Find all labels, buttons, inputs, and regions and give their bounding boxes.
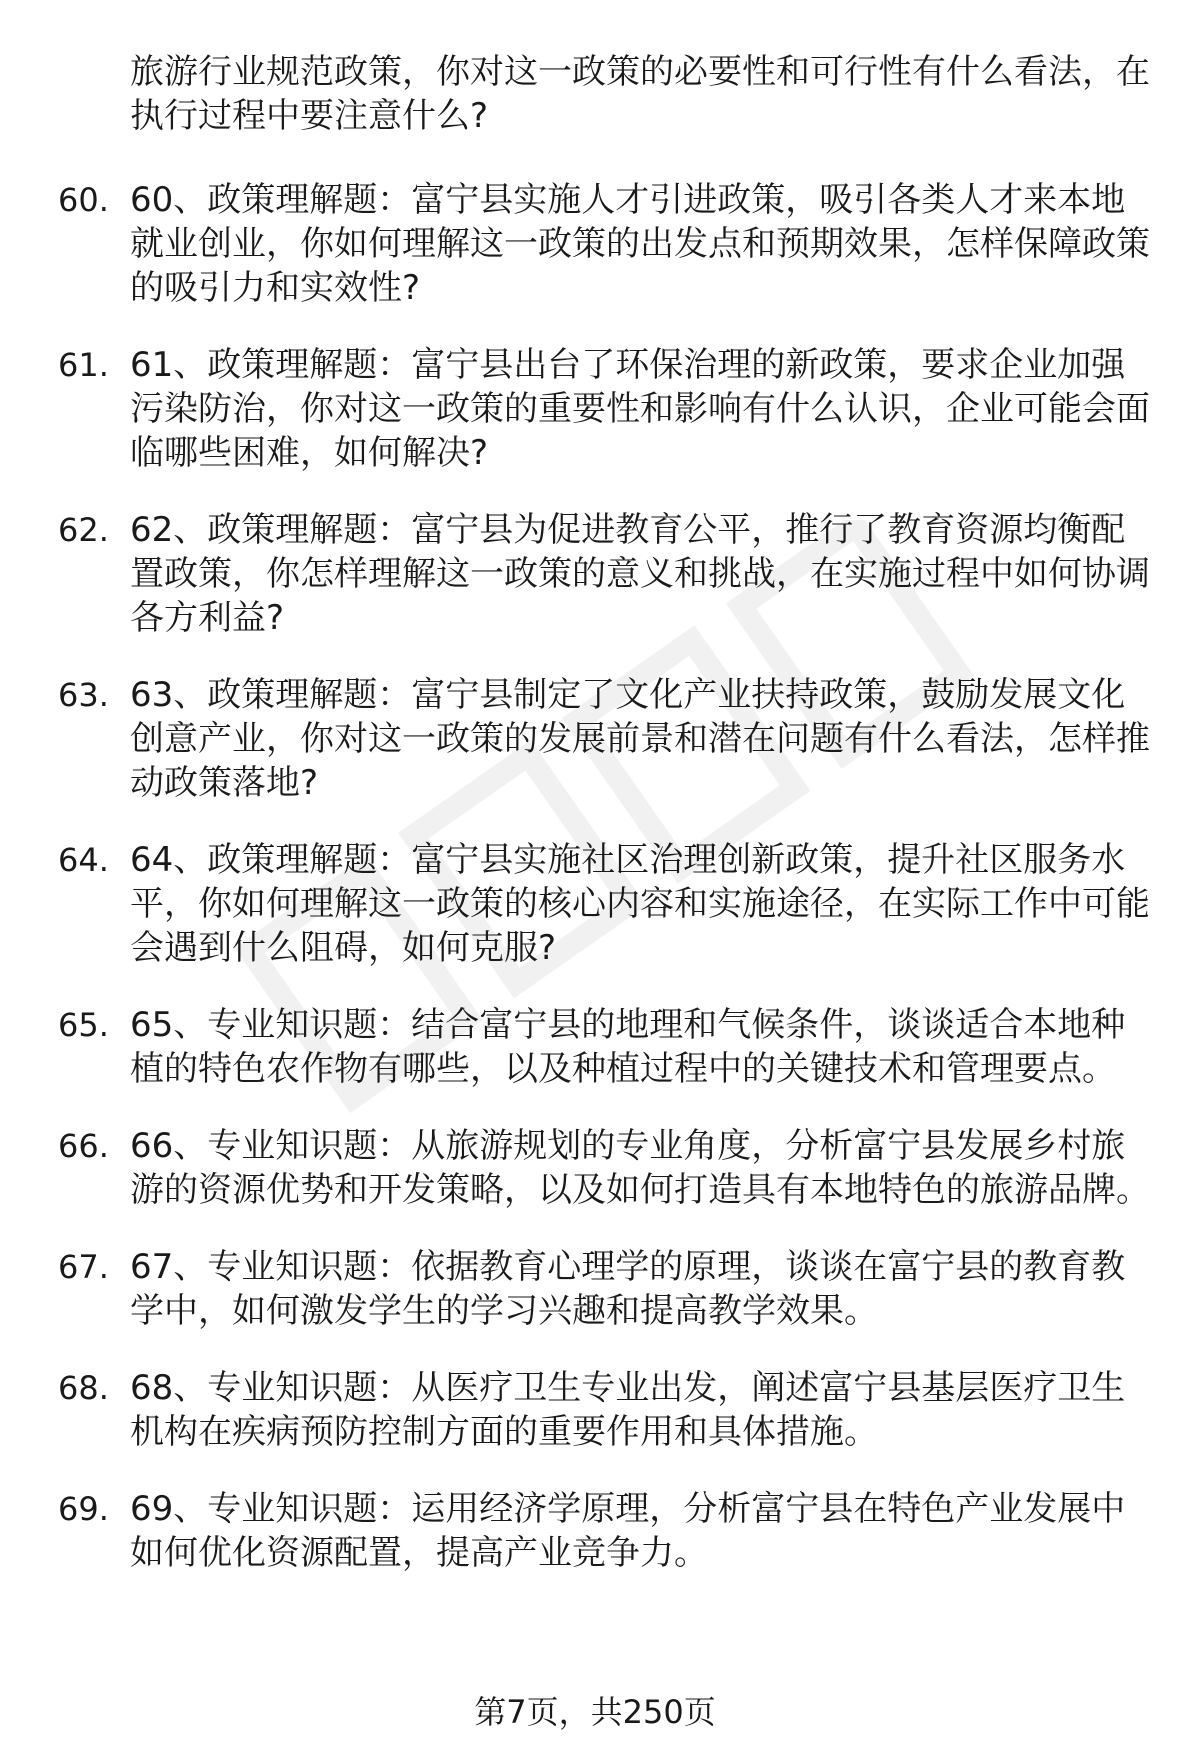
- question-number: 61.: [58, 346, 109, 384]
- question-text: 64、政策理解题：富宁县实施社区治理创新政策，提升社区服务水平，你如何理解这一政策的核心内容和实施途径，在实际工作中可能会遇到什么阻碍，如何克服?: [130, 840, 1150, 968]
- question-item: [0, 1487, 1150, 1575]
- continued-question-text: 旅游行业规范政策，你对这一政策的必要性和可行性有什么看法，在执行过程中要注意什么?: [130, 52, 1150, 136]
- question-item: [0, 838, 1150, 970]
- question-text: 68、专业知识题：从医疗卫生专业出发，阐述富宁县基层医疗卫生机构在疾病预防控制方面的重要作用和具体措施。: [130, 1368, 1126, 1452]
- question-list: [0, 178, 1190, 1608]
- question-text: 61、政策理解题：富宁县出台了环保治理的新政策，要求企业加强污染防治，你对这一政策的重要性和影响有什么认识，企业可能会面临哪些困难，如何解决?: [130, 345, 1150, 473]
- question-item: [0, 178, 1150, 310]
- question-number: 68.: [58, 1369, 109, 1407]
- question-item: [0, 343, 1150, 475]
- question-item: [0, 508, 1150, 640]
- question-number: 67.: [58, 1248, 109, 1286]
- question-item: [0, 1124, 1150, 1212]
- question-text: 62、政策理解题：富宁县为促进教育公平，推行了教育资源均衡配置政策，你怎样理解这一政策的意义和挑战，在实施过程中如何协调各方利益?: [130, 510, 1150, 638]
- question-number: 64.: [58, 841, 109, 879]
- question-text: 67、专业知识题：依据教育心理学的原理，谈谈在富宁县的教育教学中，如何激发学生的学习兴趣和提高教学效果。: [130, 1247, 1126, 1331]
- question-number: 69.: [58, 1490, 109, 1528]
- question-text: 63、政策理解题：富宁县制定了文化产业扶持政策，鼓励发展文化创意产业，你对这一政策的发展前景和潜在问题有什么看法，怎样推动政策落地?: [130, 675, 1150, 803]
- question-item: [0, 673, 1150, 805]
- question-number: 65.: [58, 1006, 109, 1044]
- question-text: 65、专业知识题：结合富宁县的地理和气候条件，谈谈适合本地种植的特色农作物有哪些，以及种植过程中的关键技术和管理要点。: [130, 1005, 1126, 1089]
- question-item: [0, 1245, 1150, 1333]
- question-item: [0, 1003, 1150, 1091]
- question-text: 66、专业知识题：从旅游规划的专业角度，分析富宁县发展乡村旅游的资源优势和开发策略，以及如何打造具有本地特色的旅游品牌。: [130, 1126, 1150, 1210]
- question-text: 60、政策理解题：富宁县实施人才引进政策，吸引各类人才来本地就业创业，你如何理解这一政策的出发点和预期效果，怎样保障政策的吸引力和实效性?: [130, 180, 1150, 308]
- question-item: [0, 1366, 1150, 1454]
- question-number: 62.: [58, 511, 109, 549]
- page-footer: 第7页，共250页: [474, 1693, 716, 1731]
- question-text: 69、专业知识题：运用经济学原理，分析富宁县在特色产业发展中如何优化资源配置，提高产业竞争力。: [130, 1489, 1126, 1573]
- question-number: 63.: [58, 676, 109, 714]
- question-number: 60.: [58, 181, 109, 219]
- question-number: 66.: [58, 1127, 109, 1165]
